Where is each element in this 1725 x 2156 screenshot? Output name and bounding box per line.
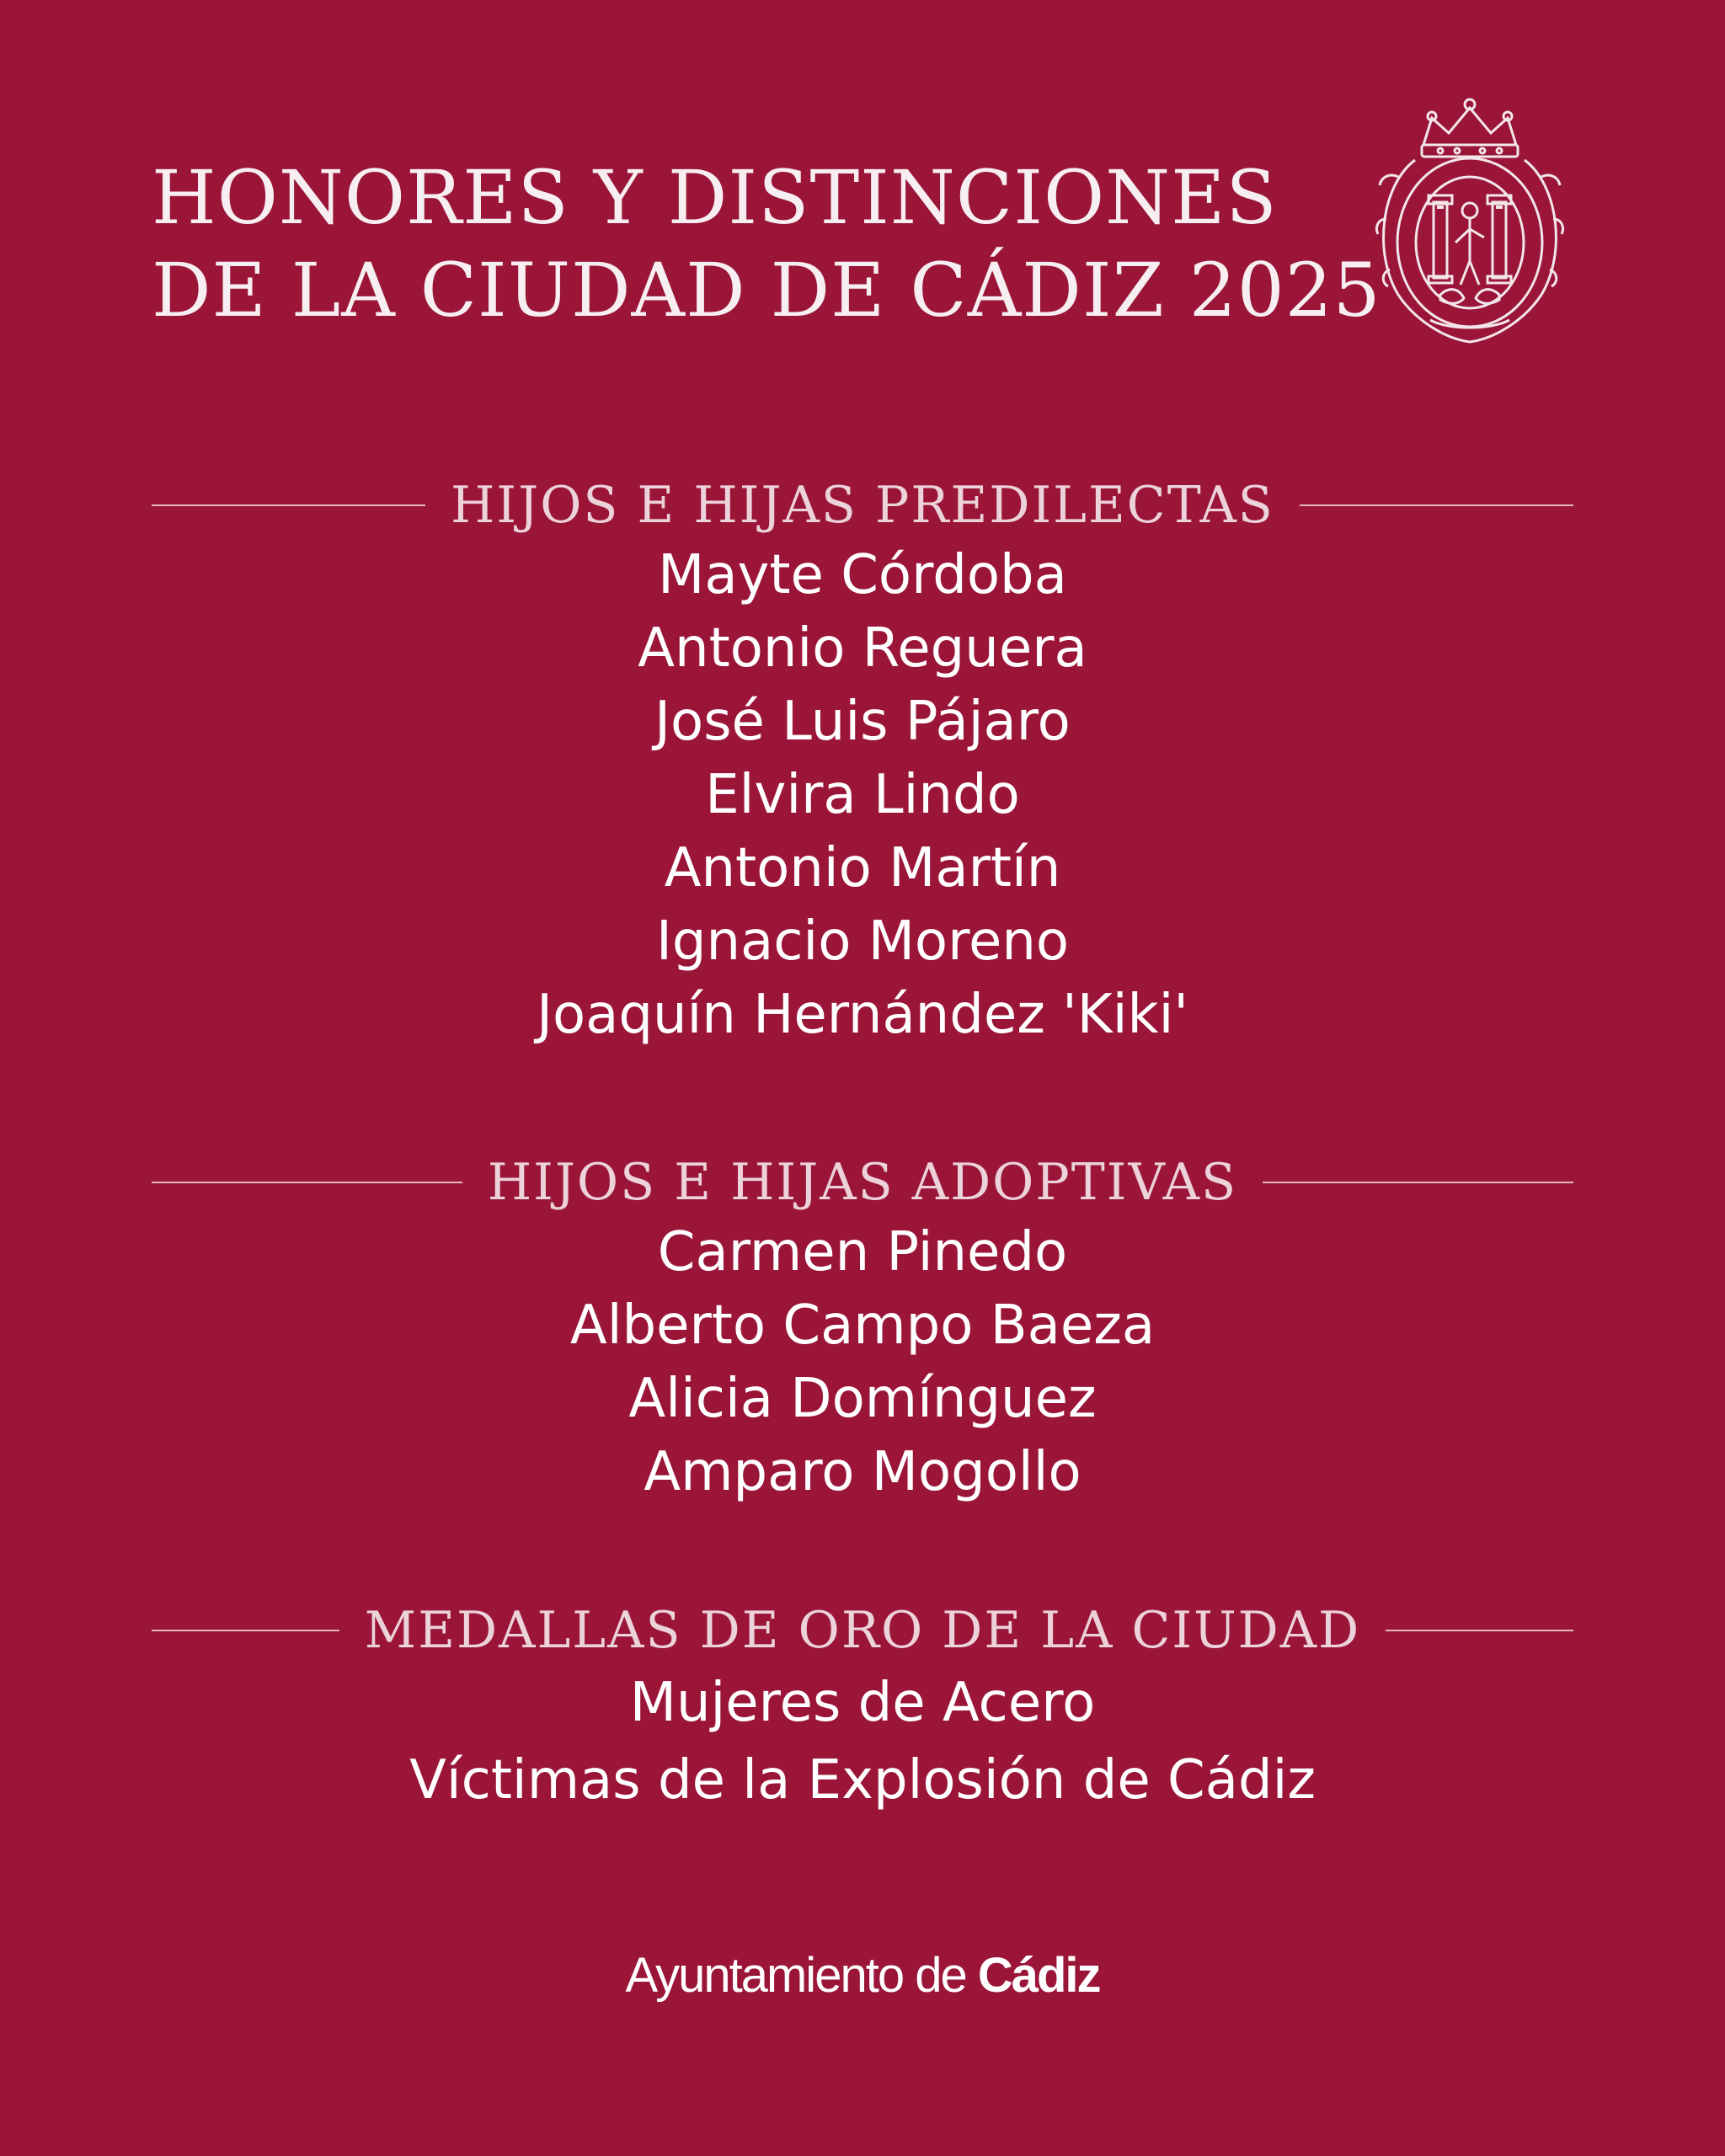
honoree-list xyxy=(152,1664,1573,1819)
section-heading xyxy=(152,1597,1573,1664)
list-item: Alicia Domínguez xyxy=(628,1368,1097,1430)
list-item: Mujeres de Acero xyxy=(629,1672,1096,1734)
list-item: Joaquín Hernández 'Kiki' xyxy=(537,984,1188,1046)
honoree-list xyxy=(152,1216,1573,1509)
honoree-list xyxy=(152,539,1573,1052)
list-item: Ignacio Moreno xyxy=(655,910,1070,973)
list-item: Víctimas de la Explosión de Cádiz xyxy=(409,1749,1316,1812)
page-title-line-1: HONORES Y DISTINCIONES xyxy=(152,154,1278,241)
list-item: Mayte Córdoba xyxy=(658,544,1067,606)
list-item: Carmen Pinedo xyxy=(657,1221,1068,1283)
list-item: Alberto Campo Baeza xyxy=(569,1294,1156,1357)
page-title-line-2: DE LA CIUDAD DE CÁDIZ 2025 xyxy=(152,247,1381,334)
divider-right xyxy=(1263,1182,1573,1183)
section-hijos-adoptivas xyxy=(152,1149,1573,1509)
footer-prefix: Ayuntamiento de xyxy=(625,1948,978,2003)
section-heading xyxy=(152,1149,1573,1216)
list-item: Antonio Martín xyxy=(664,837,1061,899)
list-item: Antonio Reguera xyxy=(638,617,1087,680)
section-hijos-predilectas xyxy=(152,472,1573,1052)
list-item: Amparo Mogollo xyxy=(644,1441,1081,1503)
divider-left xyxy=(152,1182,462,1183)
footer-city: Cádiz xyxy=(977,1948,1100,2003)
section-label: HIJOS E HIJAS ADOPTIVAS xyxy=(487,1153,1238,1212)
divider-left xyxy=(152,504,425,506)
ayuntamiento-logo xyxy=(0,1947,1725,2004)
section-heading xyxy=(152,472,1573,539)
section-medallas-de-oro xyxy=(152,1597,1573,1819)
page-title xyxy=(152,152,1381,337)
divider-right xyxy=(1386,1630,1573,1631)
city-coat-of-arms-icon xyxy=(1365,93,1575,354)
divider-right xyxy=(1300,504,1573,506)
section-label: MEDALLAS DE ORO DE LA CIUDAD xyxy=(364,1601,1361,1660)
list-item: Elvira Lindo xyxy=(705,764,1020,826)
section-label: HIJOS E HIJAS PREDILECTAS xyxy=(451,476,1274,535)
list-item: José Luis Pájaro xyxy=(654,691,1071,753)
divider-left xyxy=(152,1630,339,1631)
